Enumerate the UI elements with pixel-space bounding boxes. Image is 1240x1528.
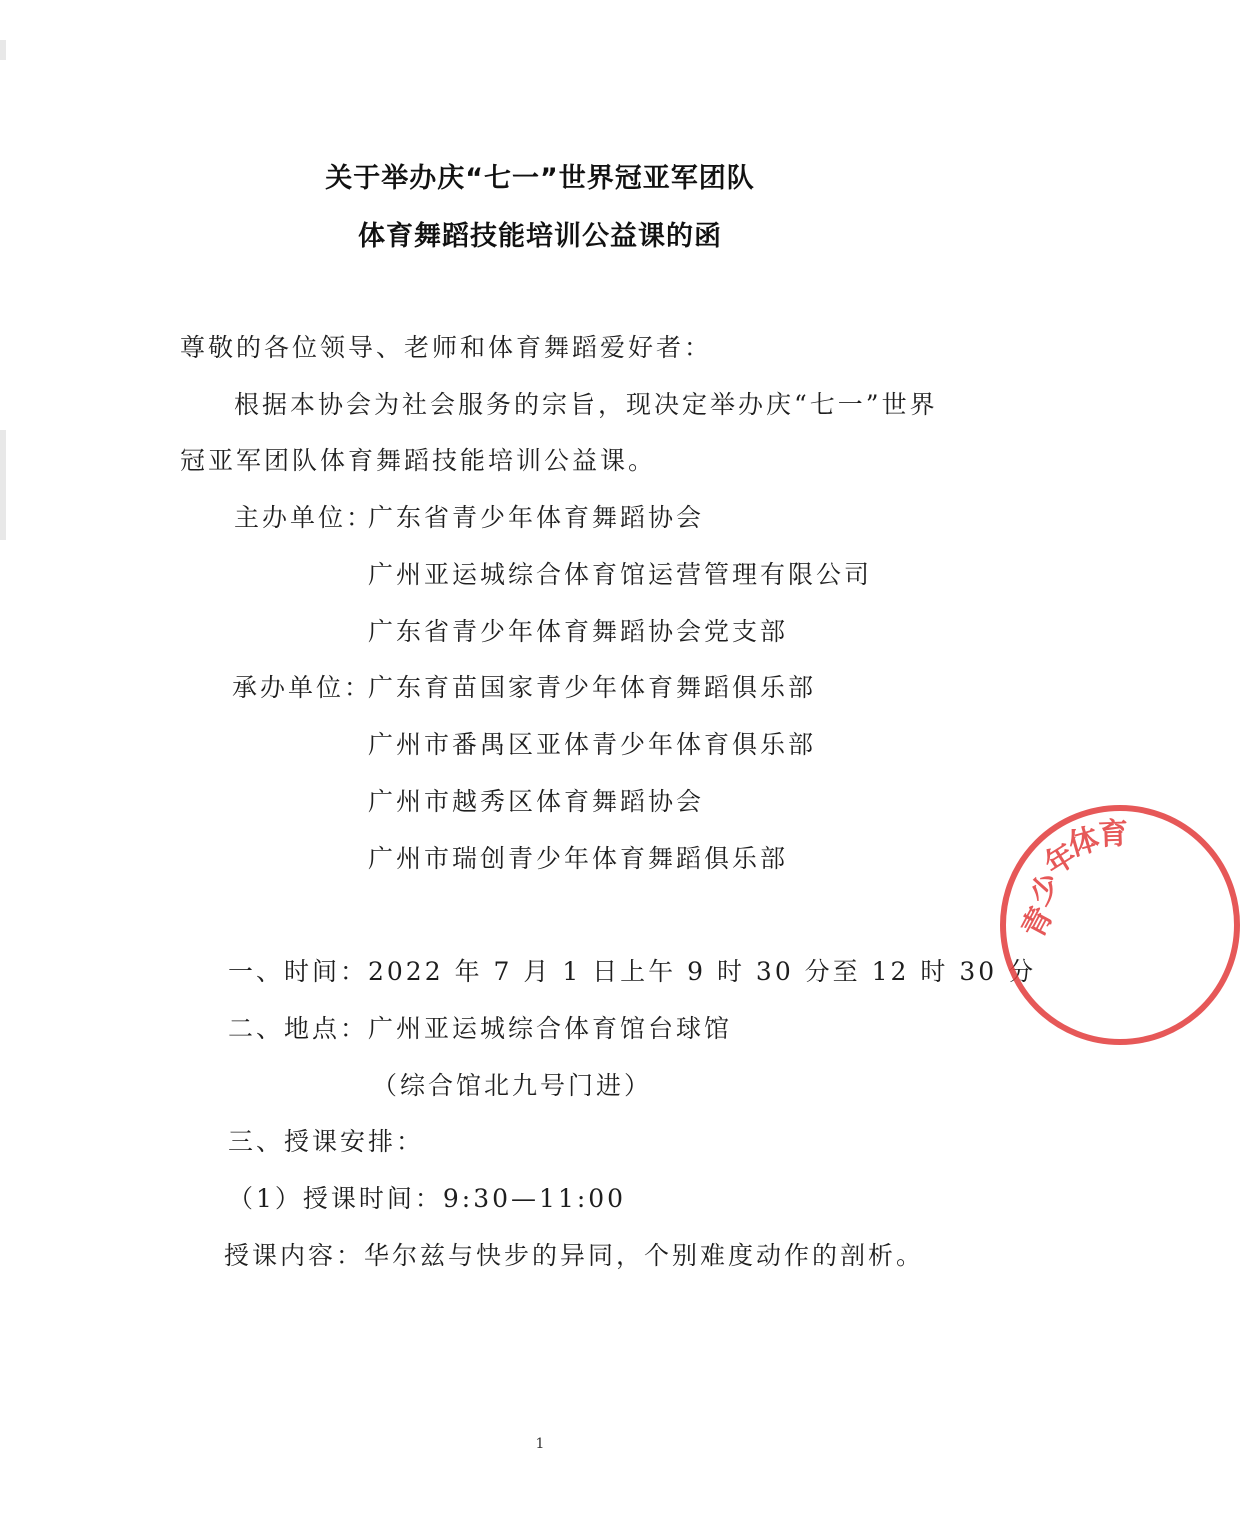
time-line: 一、时间：2022 年 7 月 1 日上午 9 时 30 分至 12 时 30 分 (228, 957, 1037, 986)
host-item: 广州亚运城综合体育馆运营管理有限公司 (368, 560, 873, 589)
seal-char: 少 (1022, 866, 1069, 913)
schedule-heading: 三、授课安排： (228, 1127, 425, 1156)
organizer-item: 广州市番禺区亚体青少年体育俱乐部 (368, 730, 817, 759)
document-title-line-2: 体育舞蹈技能培训公益课的函 (358, 221, 722, 252)
hosts-label: 主办单位： (234, 503, 375, 532)
session-1-time: （1）授课时间：9:30—11:00 (228, 1184, 627, 1213)
place-line: 二、地点：广州亚运城综合体育馆台球馆 (228, 1014, 733, 1043)
organizers-label: 承办单位： (232, 673, 373, 702)
seal-char: 育 (1097, 816, 1129, 853)
seal-char: 年 (1038, 837, 1083, 883)
host-item: 广东省青少年体育舞蹈协会党支部 (368, 617, 789, 646)
salutation: 尊敬的各位领导、老师和体育舞蹈爱好者： (180, 333, 713, 362)
organizer-item: 广东育苗国家青少年体育舞蹈俱乐部 (368, 673, 817, 702)
session-1-content: 授课内容：华尔兹与快步的异同，个别难度动作的剖析。 (224, 1241, 925, 1270)
organizer-item: 广州市越秀区体育舞蹈协会 (368, 787, 705, 816)
document-title-line-1: 关于举办庆“七一”世界冠亚军团队 (325, 163, 755, 194)
scan-edge-mark (0, 40, 6, 60)
official-seal-stamp (1000, 805, 1240, 1045)
place-note: （综合馆北九号门进） (372, 1071, 653, 1100)
organizer-item: 广州市瑞创青少年体育舞蹈俱乐部 (368, 844, 789, 873)
page-number: 1 (535, 1436, 545, 1452)
intro-line-1: 根据本协会为社会服务的宗旨，现决定举办庆“七一”世界 (234, 390, 938, 419)
seal-char: 青 (1015, 901, 1061, 945)
scan-edge-mark (0, 430, 6, 540)
intro-line-2: 冠亚军团队体育舞蹈技能培训公益课。 (180, 446, 657, 475)
seal-char: 体 (1064, 821, 1104, 864)
host-item: 广东省青少年体育舞蹈协会 (368, 503, 705, 532)
